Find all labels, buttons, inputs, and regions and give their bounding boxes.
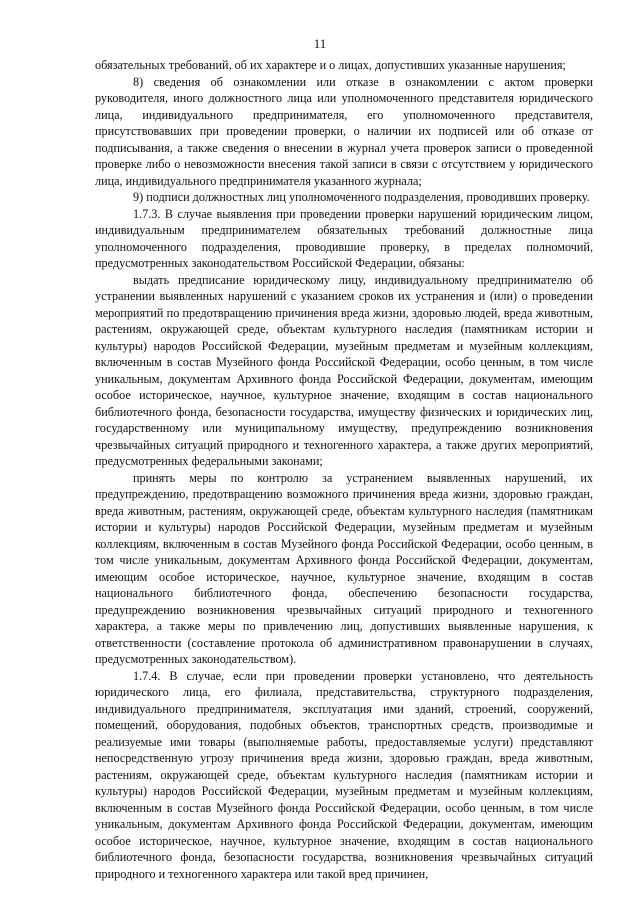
paragraph: выдать предписание юридическому лицу, индивидуальному предпринимателю об устранении выявленных нарушений с указанием сроков их устранения и (или) о проведении мероприятий по предотвращению причинения вреда жизни, здоровью людей, вреда животным, растениям, окружающей среде, объектам культурного наследия (памятникам истории и культуры) народов Российской Федерации, музейным предметам и музейным коллекциям, включенным в состав Музейного фонда Российской Федерации, особо ценным, в том числе уникальным, документам Архивного фонда Российской Федерации, документам, имеющим особое историческое, научное, культурное значение, входящим в состав национального библиотечного фонда, безопасности государства, имуществу физических и юридических лиц, государственному или муниципальному имуществу, предупреждению возникновения чрезвычайных ситуаций природного и техногенного характера, а также других мероприятий, предусмотренных федеральными законами; (95, 272, 593, 468)
document-body (95, 57, 593, 882)
paragraph: принять меры по контролю за устранением выявленных нарушений, их предупреждению, предотвращению возможного причинения вреда жизни, здоровью граждан, вреда животным, растениям, окружающей среде, объектам культурного наследия (памятникам истории и культуры) народов Российской Федерации, музейным предметам и музейным коллекциям, включенным в состав Музейного фонда Российской Федерации, особо ценным, в том числе уникальным, документам Архивного фонда Российской Федерации, документам, имеющим особое историческое, научное, культурное значение, входящим в состав национального библиотечного фонда, обеспечению безопасности государства, предупреждению возникновения чрезвычайных ситуаций природного и техногенного характера, а также меры по привлечению лиц, допустивших выявленные нарушения, к ответственности (составление протокола об административном правонарушении в случаях, предусмотренных законодательством). (95, 470, 593, 666)
paragraph: обязательных требований, об их характере и о лицах, допустивших указанные нарушения; (95, 58, 566, 72)
paragraph: 1.7.3. В случае выявления при проведении проверки нарушений юридическим лицом, индивидуальным предпринимателем обязательных требований должностные лица уполномоченного подразделения, проводившие проверку, в пределах полномочий, предусмотренных законодательством Российской Федерации, обязаны: (95, 206, 593, 270)
paragraph: 1.7.4. В случае, если при проведении проверки установлено, что деятельность юридического лица, его филиала, представительства, структурного подразделения, индивидуального предпринимателя, эксплуатация ими зданий, строений, сооружений, помещений, оборудования, подобных объектов, транспортных средств, производимые и реализуемые ими товары (выполняемые работы, предоставляемые услуги) представляют непосредственную угрозу причинения вреда жизни, здоровью граждан, вреда животным, растениям, окружающей среде, объектам культурного наследия (памятникам истории и культуры) народов Российской Федерации, музейным предметам и музейным коллекциям, включенным в состав Музейного фонда Российской Федерации, особо ценным, в том числе уникальным, документам Архивного фонда Российской Федерации, документам, имеющим особое историческое, научное, культурное значение, входящим в состав национального библиотечного фонда, безопасности государства, возникновения чрезвычайных ситуаций природного и техногенного характера или такой вред причинен, (95, 668, 593, 881)
paragraph: 9) подписи должностных лиц уполномоченного подразделения, проводивших проверку. (133, 190, 590, 204)
paragraph: 8) сведения об ознакомлении или отказе в ознакомлении с актом проверки руководителя, иного должностного лица или уполномоченного представителя юридического лица, индивидуального предпринимателя, его уполномоченного представителя, присутствовавших при проведении проверки, о наличии их подписей или об отказе от подписывания, а также сведения о внесении в журнал учета проверок записи о проведенной проверке либо о невозможности внесения такой записи в связи с отсутствием у юридического лица, индивидуального предпринимателя указанного журнала; (95, 74, 593, 188)
page-number: 11 (313, 36, 327, 51)
